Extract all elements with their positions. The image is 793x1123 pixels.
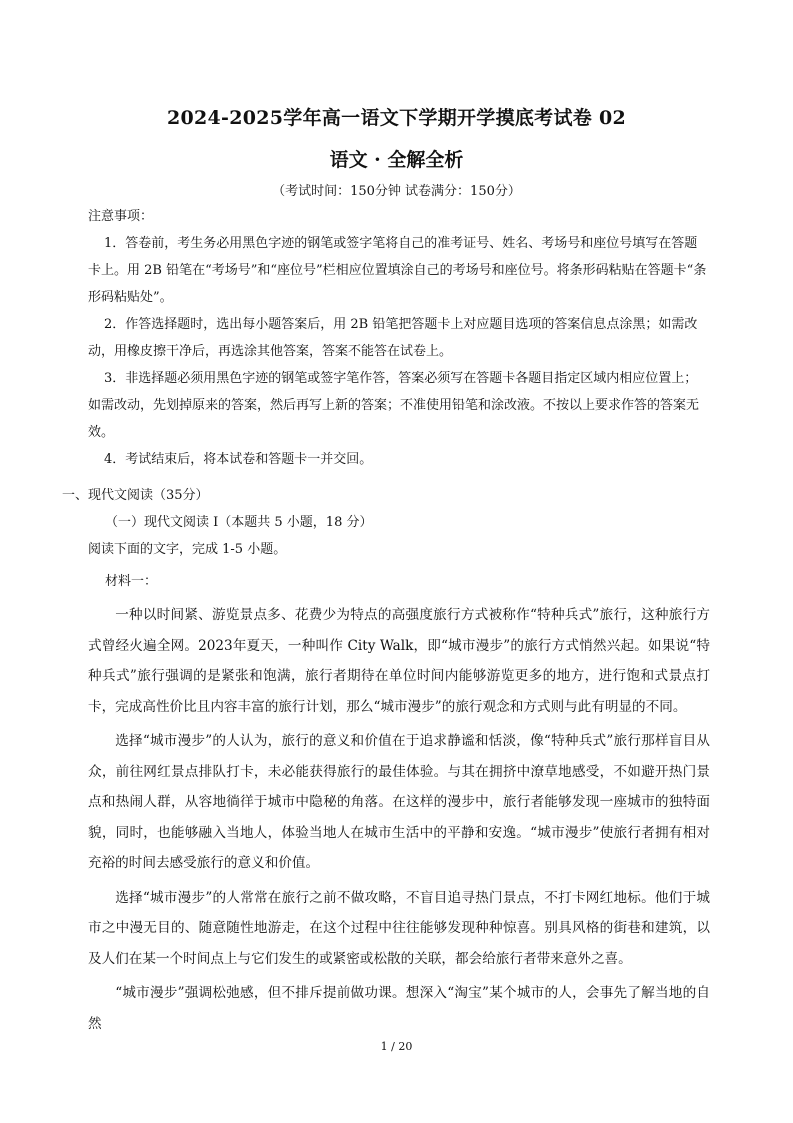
notice-item: 2．作答选择题时，选出每小题答案后，用 2B 铅笔把答题卡上对应题目选项的答案信息点涂黑；如需改动，用橡皮擦干净后，再选涂其他答案，答案不能答在试卷上。: [88, 317, 698, 359]
material-label: 材料一：: [105, 574, 158, 589]
notice-list: [88, 230, 708, 473]
notice-item: 3．非选择题必须用黑色字迹的钢笔或签字笔作答，答案必须写在答题卡各题目指定区域内相应位置上；如需改动，先划掉原来的答案，然后再写上新的答案；不准使用铅笔和涂改液。不按以上要求作答的答案无效。: [88, 371, 700, 440]
reading-instruction: 阅读下面的文字，完成 1-5 小题。: [88, 542, 287, 557]
exam-info: （考试时间：150分钟 试卷满分：150分）: [272, 184, 521, 199]
notice-heading: 注意事项：: [88, 209, 154, 224]
reading-passage: [88, 600, 710, 1043]
section-heading: 一、现代文阅读（35分）: [62, 488, 209, 503]
notice-item: 4．考试结束后，将本试卷和答题卡一并交回。: [104, 452, 373, 467]
page-number: 1 / 20: [380, 1040, 413, 1053]
subsection-heading: （一）现代文阅读 I（本题共 5 小题，18 分）: [105, 515, 373, 530]
passage-paragraph: 选择“城市漫步”的人常常在旅行之前不做攻略，不盲目追寻热门景点，不打卡网红地标。他们于城市之中漫无目的、随意随性地游走，在这个过程中往往能够发现种种惊喜。别具风格的街巷和建筑，以及人们在某一个时间点上与它们发生的或紧密或松散的关联，都会给旅行者带来意外之喜。: [88, 889, 710, 967]
document-subtitle: 语文 · 全解全析: [329, 149, 464, 171]
document-title: 2024-2025学年高一语文下学期开学摸底考试卷 02: [166, 107, 627, 129]
passage-paragraph: “城市漫步”强调松弛感，但不排斥提前做功课。想深入“淘宝”某个城市的人，会事先了解当地的自然: [88, 985, 710, 1032]
passage-paragraph: 选择“城市漫步”的人认为，旅行的意义和价值在于追求静谧和恬淡，像“特种兵式”旅行那样盲目从众，前往网红景点排队打卡，未必能获得旅行的最佳体验。与其在拥挤中潦草地感受，不如避开热门景点和热闹人群，从容地徜徉于城市中隐秘的角落。在这样的漫步中，旅行者能够发现一座城市的独特面貌，同时，也能够融入当地人，体验当地人在城市生活中的平静和安逸。“城市漫步”使旅行者拥有相对充裕的时间去感受旅行的意义和价值。: [88, 733, 710, 871]
passage-paragraph: 一种以时间紧、游览景点多、花费少为特点的高强度旅行方式被称作“特种兵式”旅行，这种旅行方式曾经火遍全网。2023年夏天，一种叫作 City Walk，即“城市漫步”的旅行方式悄然兴起。如果说“特种兵式”旅行强调的是紧张和饱满，旅行者期待在单位时间内能够游览更多的地方，进行饱和式景点打卡，完成高性价比且内容丰富的旅行计划，那么“城市漫步”的旅行观念和方式则与此有明显的不同。: [88, 607, 710, 715]
notice-item: 1．答卷前，考生务必用黑色字迹的钢笔或签字笔将自己的准考证号、姓名、考场号和座位号填写在答题卡上。用 2B 铅笔在“考场号”和“座位号”栏相应位置填涂自己的考场号和座位号。将条形码粘贴在答题卡“条形码粘贴处”。: [88, 236, 707, 305]
